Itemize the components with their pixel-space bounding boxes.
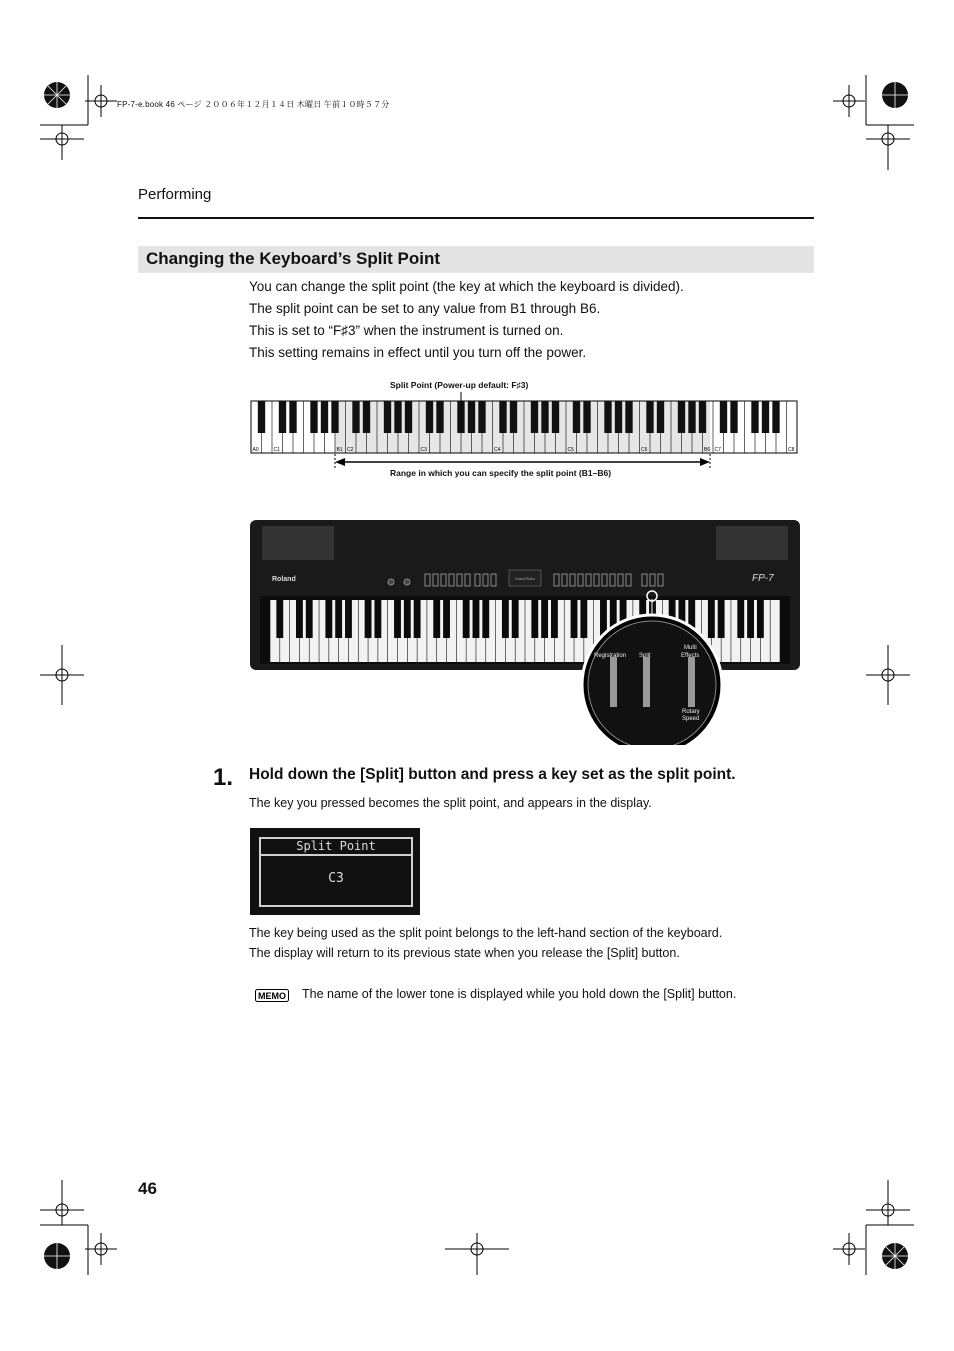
black-key	[331, 401, 338, 433]
memo-label: MEMO	[258, 991, 286, 1001]
lcd-value: C3	[328, 871, 344, 886]
zoom-label-split: Split	[639, 653, 651, 659]
key-label: C5	[567, 447, 574, 453]
instrument-black-key	[708, 600, 715, 638]
instrument-black-key	[531, 600, 538, 638]
black-key	[468, 401, 475, 433]
book-meta: FP-7-e.book 46 ページ ２００６年１２月１４日 木曜日 午前１０時５７分	[117, 100, 390, 109]
key-label: A0	[252, 447, 259, 453]
brand-logo: Roland	[272, 576, 296, 583]
section-title: Changing the Keyboard’s Split Point	[146, 249, 441, 268]
black-key	[531, 401, 538, 433]
memo-text: The name of the lower tone is displayed while you hold down the [Split] button.	[302, 987, 737, 1001]
zoom-label-multi: Multi	[684, 645, 697, 651]
key-label: B1	[336, 447, 343, 453]
instrument-black-key	[306, 600, 313, 638]
key-label: C1	[273, 447, 280, 453]
zoom-label-speed: Speed	[682, 716, 700, 722]
black-key	[279, 401, 286, 433]
running-head: Performing	[138, 186, 212, 203]
key-label: C6	[641, 447, 648, 453]
black-key	[646, 401, 653, 433]
range-label: Range in which you can specify the split point (B1–B6)	[390, 468, 612, 478]
black-key	[436, 401, 443, 433]
black-key	[552, 401, 559, 433]
page-number: 46	[138, 1179, 157, 1198]
black-key	[720, 401, 727, 433]
black-key	[363, 401, 370, 433]
instrument-black-key	[512, 600, 519, 638]
black-key	[352, 401, 359, 433]
black-key	[604, 401, 611, 433]
instrument-black-key	[718, 600, 725, 638]
black-key	[258, 401, 265, 433]
black-key	[541, 401, 548, 433]
step-number: 1.	[213, 764, 234, 791]
instrument-black-key	[345, 600, 352, 638]
instrument-svg	[250, 520, 800, 745]
step-heading: Hold down the [Split] button and press a key set as the split point.	[249, 766, 736, 783]
black-key	[384, 401, 391, 433]
black-key	[310, 401, 317, 433]
black-key	[583, 401, 590, 433]
memo-icon	[255, 988, 289, 1002]
instrument-black-key	[335, 600, 342, 638]
black-key	[499, 401, 506, 433]
paragraph: You can change the split point (the key at which the keyboard is divided).	[249, 279, 684, 294]
instrument-white-key	[770, 600, 779, 662]
lcd-title: Split Point	[261, 839, 411, 856]
instrument-black-key	[757, 600, 764, 638]
key-label: C7	[714, 447, 721, 453]
note: The display will return to its previous state when you release the [Split] button.	[249, 946, 680, 960]
black-key	[678, 401, 685, 433]
black-key	[426, 401, 433, 433]
instrument-black-key	[365, 600, 372, 638]
instrument-black-key	[394, 600, 401, 638]
step-description: The key you pressed becomes the split point, and appears in the display.	[249, 796, 652, 810]
paragraph: This is set to “F♯3” when the instrument is turned on.	[249, 323, 564, 338]
instrument-black-key	[463, 600, 470, 638]
instrument-black-key	[580, 600, 587, 638]
paragraph: The split point can be set to any value from B1 through B6.	[249, 301, 601, 316]
instrument-black-key	[541, 600, 548, 638]
black-key	[615, 401, 622, 433]
instrument-black-key	[551, 600, 558, 638]
instrument-black-key	[747, 600, 754, 638]
zoom-label-registration: Registration	[594, 653, 627, 659]
zoom-label-effects: Effects	[681, 653, 700, 659]
black-key	[762, 401, 769, 433]
instrument-black-key	[414, 600, 421, 638]
black-key	[457, 401, 464, 433]
key-label: C3	[420, 447, 427, 453]
instrument-black-key	[276, 600, 283, 638]
instrument-black-key	[374, 600, 381, 638]
instrument-black-key	[296, 600, 303, 638]
instrument-black-key	[482, 600, 489, 638]
black-key	[321, 401, 328, 433]
instrument-black-key	[443, 600, 450, 638]
black-key	[625, 401, 632, 433]
split-point-callout: Split Point (Power-up default: F♯3)	[390, 380, 529, 390]
model-logo: FP-7	[752, 573, 774, 584]
instrument-black-key	[502, 600, 509, 638]
black-key	[751, 401, 758, 433]
key-label: C2	[347, 447, 354, 453]
instrument-black-key	[404, 600, 411, 638]
paragraph: This setting remains in effect until you turn off the power.	[249, 345, 587, 360]
black-key	[405, 401, 412, 433]
key-label: B6	[704, 447, 711, 453]
header-rule	[138, 217, 814, 219]
key-label: C8	[788, 447, 795, 453]
zoom-label-rotary: Rotary	[682, 709, 700, 715]
black-key	[573, 401, 580, 433]
instrument-black-key	[737, 600, 744, 638]
black-key	[772, 401, 779, 433]
note: The key being used as the split point belongs to the left-hand section of the keyboard.	[249, 926, 723, 940]
black-key	[657, 401, 664, 433]
lcd-frame	[259, 837, 413, 907]
instrument-black-key	[571, 600, 578, 638]
black-key	[730, 401, 737, 433]
black-key	[289, 401, 296, 433]
lcd-display	[250, 828, 420, 915]
instrument-black-key	[325, 600, 332, 638]
black-key	[510, 401, 517, 433]
instrument-display-text: Grand Piano	[515, 577, 535, 581]
black-key	[478, 401, 485, 433]
instrument-black-key	[433, 600, 440, 638]
keyboard-diagram	[250, 388, 800, 478]
black-key	[688, 401, 695, 433]
key-label: C4	[494, 447, 501, 453]
instrument-illustration	[250, 520, 800, 745]
black-key	[394, 401, 401, 433]
black-key	[699, 401, 706, 433]
instrument-black-key	[473, 600, 480, 638]
